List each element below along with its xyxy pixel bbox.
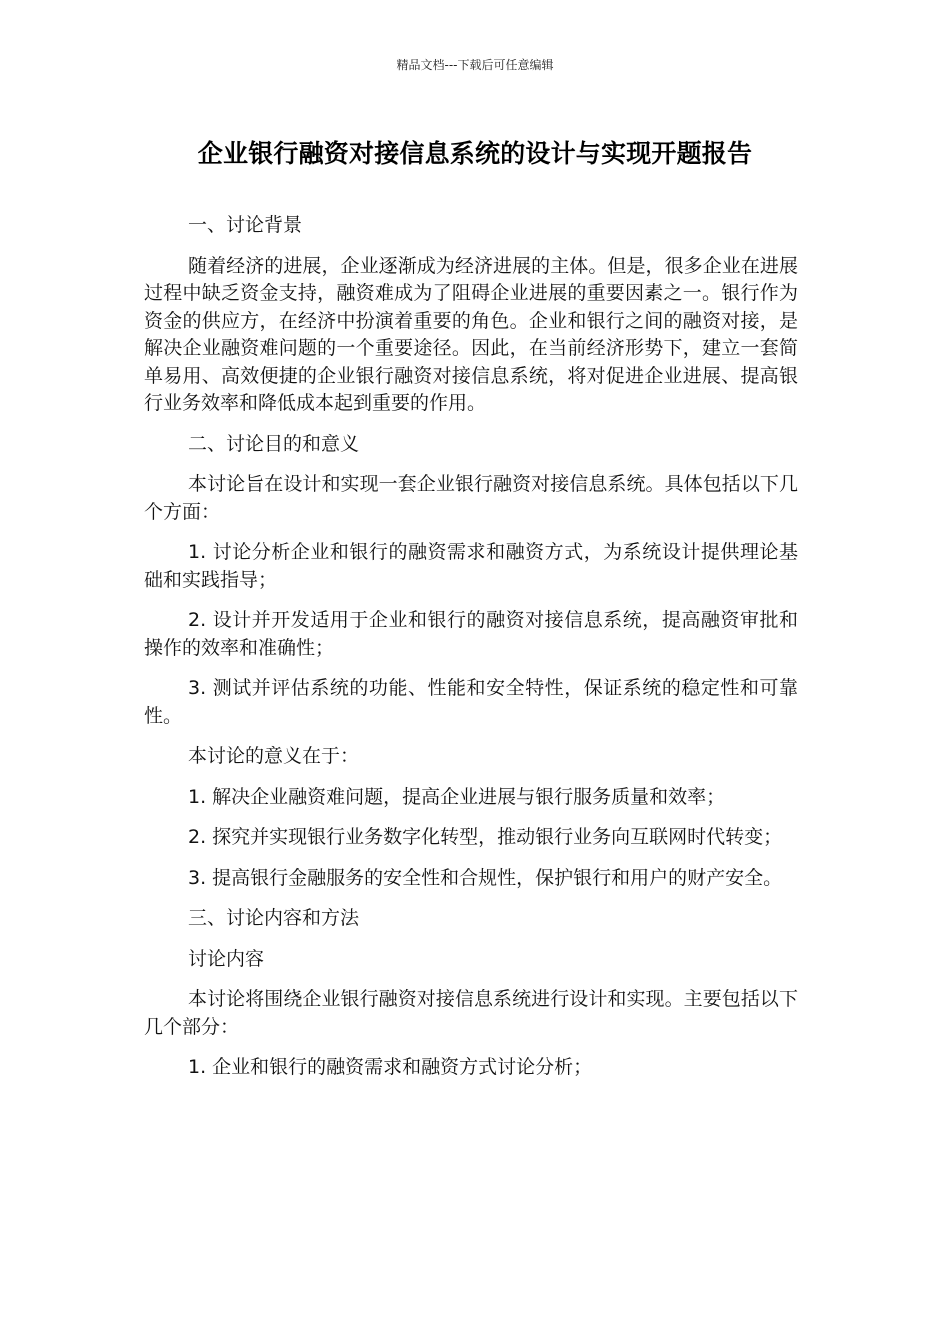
paragraph-significance-intro: 本讨论的意义在于： — [188, 745, 360, 767]
list-item-purpose-3: 3. 测试并评估系统的功能、性能和安全特性，保证系统的稳定性和可靠性。 — [144, 677, 798, 727]
paragraph-background: 随着经济的进展，企业逐渐成为经济进展的主体。但是，很多企业在进展过程中缺乏资金支持，融资难成为了阻碍企业进展的重要因素之一。银行作为资金的供应方，在经济中扮演着重要的角色。企业和银行之间的融资对接，是解决企业融资难问题的一个重要途径。因此，在当前经济形势下，建立一套简单易用、高效便捷的企业银行融资对接信息系统，将对促进企业进展、提高银行业务效率和降低成本起到重要的作用。 — [144, 254, 798, 414]
section-heading-background: 一、讨论背景 — [188, 214, 303, 236]
document-title: 企业银行融资对接信息系统的设计与实现开题报告 — [197, 139, 753, 168]
list-item-significance-2: 2. 探究并实现银行业务数字化转型，推动银行业务向互联网时代转变； — [188, 826, 783, 848]
list-item-purpose-1: 1. 讨论分析企业和银行的融资需求和融资方式，为系统设计提供理论基础和实践指导； — [144, 541, 798, 591]
list-item-content-1: 1. 企业和银行的融资需求和融资方式讨论分析； — [188, 1056, 593, 1078]
paragraph-content-intro: 本讨论将围绕企业银行融资对接信息系统进行设计和实现。主要包括以下几个部分： — [144, 988, 798, 1038]
list-item-significance-1: 1. 解决企业融资难问题，提高企业进展与银行服务质量和效率； — [188, 785, 726, 808]
subheading-content: 讨论内容 — [188, 947, 265, 970]
list-item-significance-3: 3. 提高银行金融服务的安全性和合规性，保护银行和用户的财产安全。 — [188, 866, 783, 889]
section-heading-purpose: 二、讨论目的和意义 — [188, 432, 360, 455]
page-header-note: 精品文档---下载后可任意编辑 — [396, 58, 554, 72]
section-heading-content-method: 三、讨论内容和方法 — [188, 907, 360, 929]
paragraph-purpose-intro: 本讨论旨在设计和实现一套企业银行融资对接信息系统。具体包括以下几个方面： — [144, 473, 798, 523]
list-item-purpose-2: 2. 设计并开发适用于企业和银行的融资对接信息系统，提高融资审批和操作的效率和准确性； — [144, 609, 798, 659]
document-body — [144, 212, 798, 1095]
